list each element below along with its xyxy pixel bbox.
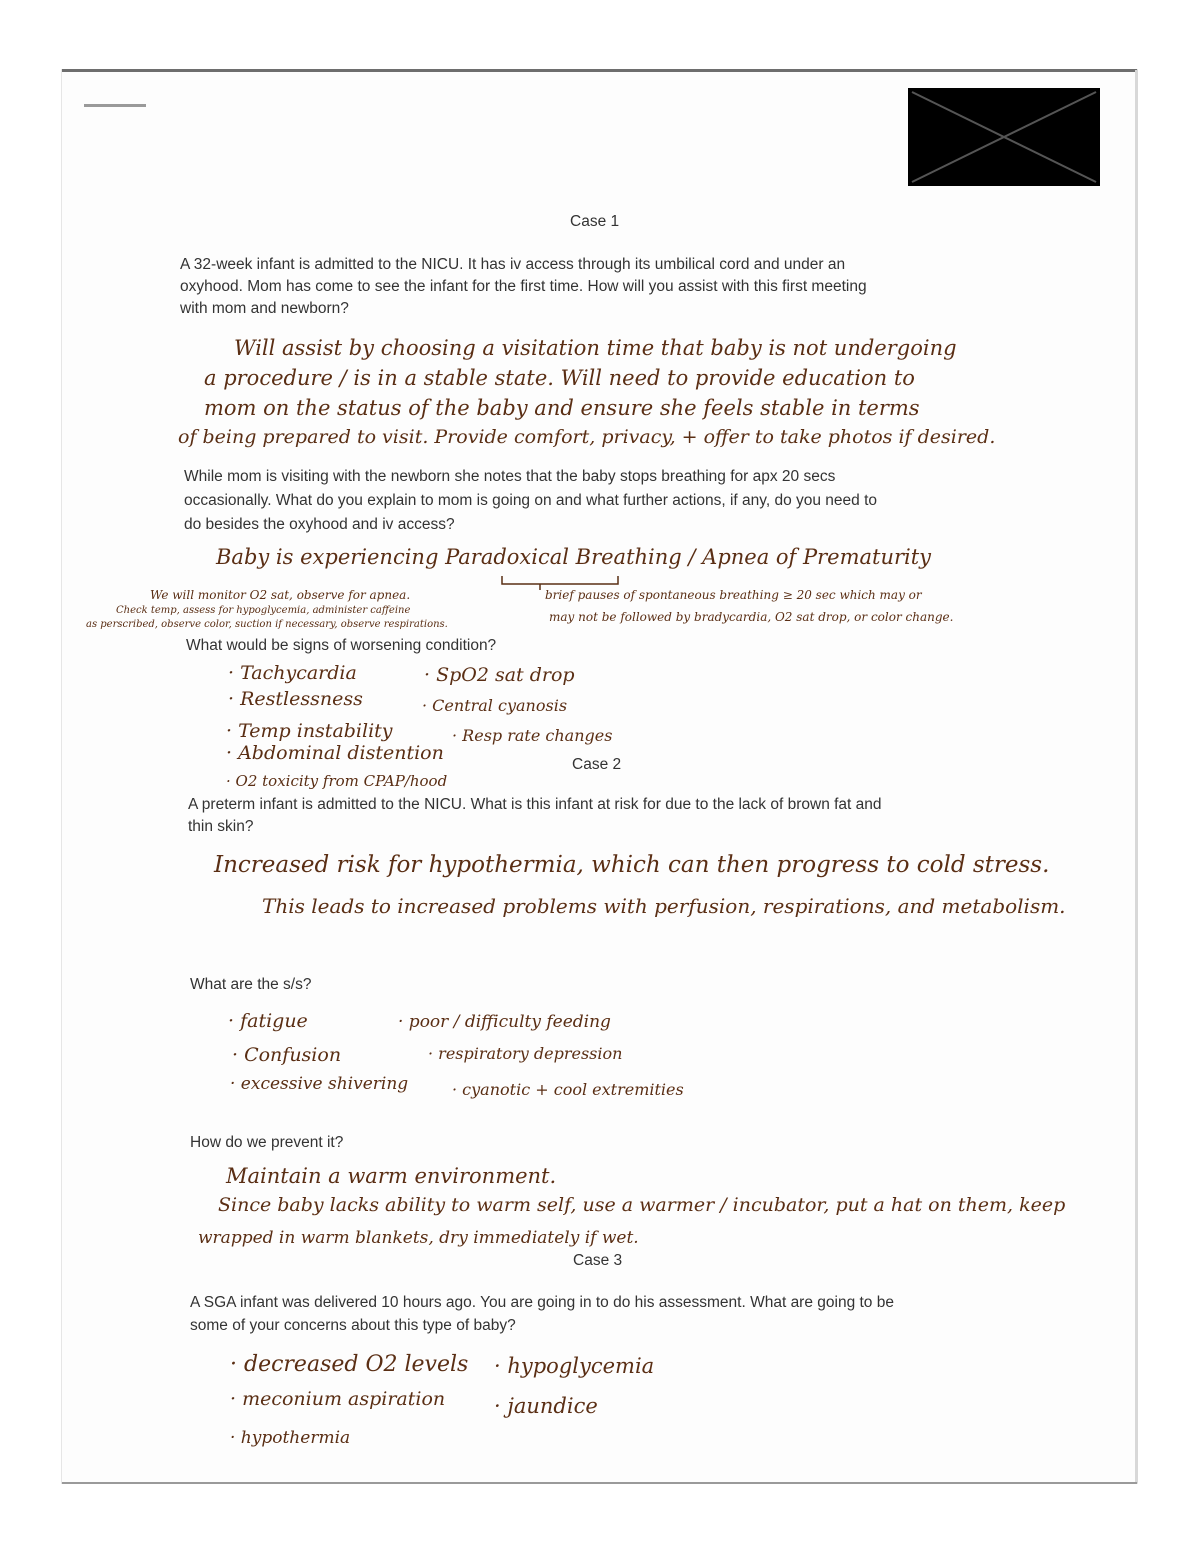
case2-heading: Case 2	[572, 756, 622, 773]
sign-right-1: · SpO2 sat drop	[424, 664, 575, 686]
case2-answer3-line1: Maintain a warm environment.	[226, 1164, 557, 1188]
case2-question3: How do we prevent it?	[190, 1134, 344, 1151]
ss-right-3: · cyanotic + cool extremities	[452, 1080, 684, 1099]
case1-definition-line2: may not be followed by bradycardia, O2 sat drop, or color change.	[549, 610, 954, 624]
page-top-edge	[62, 69, 1137, 72]
case1-question1-line3: with mom and newborn?	[180, 300, 349, 317]
case2-question1-line1: A preterm infant is admitted to the NICU. What is this infant at risk for due to the lack of brown fat and	[188, 796, 882, 813]
case3-question1-line1: A SGA infant was delivered 10 hours ago. You are going in to do his assessment. What are going to be	[190, 1294, 894, 1311]
case1-answer1-line4: of being prepared to visit. Provide comfort, privacy, + offer to take photos if desired.	[178, 426, 996, 448]
ss-right-2: · respiratory depression	[428, 1044, 623, 1063]
case1-question3: What would be signs of worsening condition?	[186, 637, 497, 654]
case1-question1-line1: A 32-week infant is admitted to the NICU. It has iv access through its umbilical cord and under an	[180, 256, 846, 273]
case1-question2-line2: occasionally. What do you explain to mom is going on and what further actions, if any, do you need to	[184, 492, 878, 509]
case3-heading: Case 3	[573, 1252, 623, 1269]
case1-answer2-main: Baby is experiencing Paradoxical Breathing / Apnea of Prematurity	[216, 545, 932, 569]
case2-question2: What are the s/s?	[190, 976, 312, 993]
case1-actions-line3: as perscribed, observe color, suction if necessary, observe respirations.	[86, 619, 448, 630]
page-right-edge	[1135, 70, 1138, 1483]
sign-left-1: · Tachycardia	[228, 662, 357, 684]
sign-left-4: · Abdominal distention	[226, 742, 444, 764]
case1-answer1-line1: Will assist by choosing a visitation time that baby is not undergoing	[234, 336, 957, 360]
ss-left-3: · excessive shivering	[230, 1074, 409, 1094]
case1-heading: Case 1	[570, 213, 620, 230]
concern-left-2: · meconium aspiration	[230, 1388, 446, 1410]
redaction-box	[908, 88, 1100, 186]
sign-right-3: · Resp rate changes	[452, 726, 613, 745]
case1-answer1-line3: mom on the status of the baby and ensure she feels stable in terms	[204, 396, 920, 420]
case1-actions-line1: We will monitor O2 sat, observe for apnea.	[150, 588, 411, 602]
case2-answer1-line2: This leads to increased problems with perfusion, respirations, and metabolism.	[262, 894, 1066, 918]
sign-left-3: · Temp instability	[226, 720, 393, 742]
case1-actions-line2: Check temp, assess for hypoglycemia, administer caffeine	[116, 605, 411, 616]
case3-question1-line2: some of your concerns about this type of baby?	[190, 1317, 516, 1334]
sign-right-2: · Central cyanosis	[422, 696, 568, 715]
case1-question2-line1: While mom is visiting with the newborn she notes that the baby stops breathing for apx 20 secs	[184, 468, 836, 485]
margin-mark	[84, 104, 146, 107]
case1-answer1-line2: a procedure / is in a stable state. Will need to provide education to	[204, 366, 915, 390]
ss-left-2: · Confusion	[232, 1044, 342, 1066]
concern-right-1: · hypoglycemia	[494, 1354, 655, 1378]
concern-left-1: · decreased O2 levels	[230, 1352, 469, 1377]
page-bottom-edge	[62, 1482, 1137, 1484]
case1-question2-line3: do besides the oxyhood and iv access?	[184, 516, 455, 533]
concern-right-2: · jaundice	[494, 1394, 598, 1418]
ss-right-1: · poor / difficulty feeding	[398, 1012, 611, 1032]
ss-left-1: · fatigue	[228, 1010, 308, 1032]
case2-answer1-line1: Increased risk for hypothermia, which can then progress to cold stress.	[214, 852, 1050, 878]
concern-left-3: · hypothermia	[230, 1428, 351, 1448]
case1-definition-line1: brief pauses of spontaneous breathing ≥ 20 sec which may or	[545, 588, 922, 602]
case2-question1-line2: thin skin?	[188, 818, 254, 835]
case1-question1-line2: oxyhood. Mom has come to see the infant for the first time. How will you assist with this first meeting	[180, 278, 867, 295]
case2-answer3-line3: wrapped in warm blankets, dry immediately if wet.	[198, 1228, 639, 1248]
case2-answer3-line2: Since baby lacks ability to warm self, use a warmer / incubator, put a hat on them, keep	[218, 1194, 1066, 1216]
sign-left-2: · Restlessness	[228, 688, 363, 710]
sign-left-5: · O2 toxicity from CPAP/hood	[226, 772, 448, 790]
